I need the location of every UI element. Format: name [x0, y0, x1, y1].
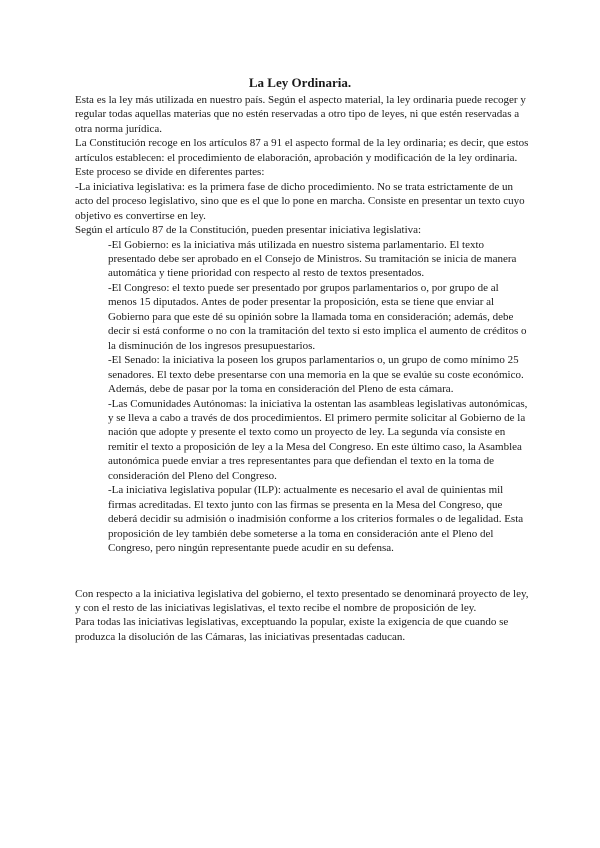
paragraph-intro: Esta es la ley más utilizada en nuestro país. Según el aspecto material, la ley ordinaria puede recoger y regular todas aquellas materias que no estén reservadas a otro tipo de leyes, ni que estén reservadas a otra norma jurídica.	[75, 94, 526, 135]
paragraph-articulo-87: Según el artículo 87 de la Constitución, pueden presentar iniciativa legislativa:	[75, 224, 422, 237]
paragraph-spacer	[75, 556, 530, 587]
list-item-senado: -El Senado: la iniciativa la poseen los grupos parlamentarios o, un grupo de como mínimo 25 senadores. El texto debe presentarse con una memoria en la que se evalúe su coste económico. Además, debe de pasar por la toma en consideración del Pleno de esta cámara.	[108, 354, 524, 396]
list-item-gobierno: -El Gobierno: es la iniciativa más utilizada en nuestro sistema parlamentario. El texto presentado debe ser aprobado en el Consejo de Ministros. Su tramitación se inicia de manera automática y tiene prioridad con respecto al resto de textos presentados.	[108, 238, 517, 280]
list-item-ilp-cont: Congreso, pero ningún representante puede acudir en su defensa.	[108, 542, 394, 555]
list-item-ilp: -La iniciativa legislativa popular (ILP): actualmente es necesario el aval de quinientas mil firmas acreditadas. El texto junto con las firmas se presenta en la Mesa del Congreso, que deberá decidir su admisión o inadmisión conforme a los criterios formales o de legalidad. Esta proposición de ley también debe someterse a la toma en consideración ante el Pleno del	[108, 484, 524, 540]
paragraph-constitucion: La Constitución recoge en los artículos 87 a 91 el aspecto formal de la ley ordinaria; es decir, que estos artículos establecen: el procedimiento de elaboración, aprobación y modificación de la ley ordinaria. Este proceso se divide en diferentes partes:	[75, 137, 529, 179]
document-body	[75, 93, 530, 644]
paragraph-caducidad: Para todas las iniciativas legislativas, exceptuando la popular, existe la exigencia de que cuando se produzca la disolución de las Cámaras, las iniciativas presentadas caducan.	[75, 616, 509, 643]
document-title: La Ley Ordinaria.	[248, 75, 352, 90]
list-item-comunidades: -Las Comunidades Autónomas: la iniciativa la ostentan las asambleas legislativas autonómicas, y se lleva a cabo a través de dos procedimientos. El primero permite solicitar al Gobierno de la nación que adopte y presente el texto como un proyecto de ley. La segunda vía consiste en	[108, 397, 528, 439]
initiative-list	[108, 238, 530, 556]
paragraph-iniciativa: -La iniciativa legislativa: es la primera fase de dicho procedimiento. No se trata estrictamente de un acto del proceso legislativo, sino que es el que lo pone en marcha. Consiste en presentar un texto cuyo objetivo es convertirse en ley.	[75, 180, 525, 222]
list-item-comunidades-cont: remitir el texto a proposición de ley a la Mesa del Congreso. En este último caso, la Asamblea autonómica puede enviar a tres representantes para que defiendan el texto en la toma de consideración del Pleno del Congreso.	[108, 440, 522, 482]
paragraph-proyecto-de-ley: Con respecto a la iniciativa legislativa del gobierno, el texto presentado se denominará proyecto de ley, y con el resto de las iniciativas legislativas, el texto recibe el nombre de proposición de ley.	[75, 587, 529, 614]
list-item-congreso: -El Congreso: el texto puede ser presentado por grupos parlamentarios o, por grupo de al menos 15 diputados. Antes de poder presentar la proposición, esta se tiene que enviar al Gobierno para que este dé su opinión sobre la llamada toma en consideración; además, debe decir si está conforme o no con la tramitación del texto si esto implica el aumento de créditos o la disminución de los ingresos presupuestarios.	[108, 281, 527, 352]
